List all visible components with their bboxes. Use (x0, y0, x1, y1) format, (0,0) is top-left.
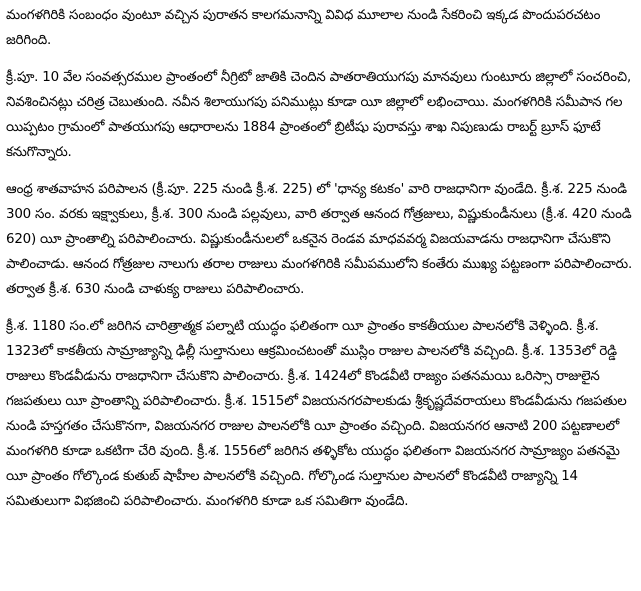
paragraph-prehistory: క్రీ.పూ. 10 వేల సంవత్సరముల ప్రాంతంలో నీగ్రిటో జాతికి చెందిన పాతరాతియుగపు మానవులు గుంటూరు జిల్లాలో సంచరించి, నివశించినట్లు చరిత్ర చెబుతుంది. నవీన శిలాయుగపు పనిముట్లు కూడా యీ జిల్లాలో లభించాయి. మంగళగిరికి సమీపాన గల యిప్పటం గ్రామంలో పాతయుగపు ఆధారాలను 1884 ప్రాంతంలో బ్రిటీషు పురావస్తు శాఖ నిపుణుడు రాబర్ట్ బ్రూస్ ఫూటే కనుగొన్నారు. (6, 70, 631, 160)
paragraph-intro: మంగళగిరికి సంబంధం వుంటూ వచ్చిన పురాతన కాలగమనాన్ని వివిధ మూలాల నుండి సేకరించి ఇక్కడ పొందుపరచటం జరిగింది. (6, 8, 601, 48)
paragraph-ancient-dynasties: ఆంధ్ర శాతవాహన పరిపాలన (క్రీ.పూ. 225 నుండి క్రీ.శ. 225) లో 'ధాన్య కటకం' వారి రాజధానిగా వుండేది. క్రీ.శ. 225 నుండి 300 సం. వరకు ఇక్ష్వాకులు, క్రీ.శ. 300 నుండి పల్లవులు, వారి తర్వాత ఆనంద గోత్రజులు, విష్ణుకుండీనులు (క్రీ.శ. 420 నుండి 620) యీ ప్రాంతాల్ని పరిపాలించారు. విష్ణుకుండీనులలో ఒకనైన రెండవ మాధవవర్మ విజయవాడను రాజధానిగా చేసుకొని పాలించాడు. ఆనంద గోత్రజుల నాలుగు తరాల రాజులు మంగళగిరికి సమీపములోని కంతేరు ముఖ్య పట్టణంగా పరిపాలించారు. తర్వాత క్రీ.శ. 630 నుండి చాళుక్య రాజులు పరిపాలించారు. (6, 182, 633, 297)
paragraph-medieval-history: క్రీ.శ. 1180 సం.లో జరిగిన చారిత్రాత్మక పల్నాటి యుద్ధం ఫలితంగా యీ ప్రాంతం కాకతీయుల పాలనలోకి వెళ్ళింది. క్రీ.శ. 1323లో కాకతీయ సామ్రాజ్యాన్ని ఢిల్లీ సుల్తానులు ఆక్రమించటంతో ముస్లిం రాజుల పాలనలోకి వచ్చింది. క్రీ.శ. 1353లో రెడ్డి రాజులు కొండవీడును రాజధానిగా చేసుకొని పాలించారు. క్రీ.శ. 1424లో కొండవీటి రాజ్యం పతనమయి ఒరిస్సా రాజులైన గజపతులు యీ ప్రాంతాన్ని పరిపాలించారు. క్రీ.శ. 1515లో విజయనగరపాలకుడు శ్రీకృష్ణదేవరాయలు కొండవీడును గజపతుల నుండి హస్తగతం చేసుకొనగా, విజయనగర రాజుల పాలనలోకి యీ ప్రాంతం వచ్చింది. విజయనగర ఆనాటి 200 పట్టణాలలో మంగళగిరి కూడా ఒకటిగా చేరి వుంది. క్రీ.శ. 1556లో జరిగిన తళ్ళికోట యుద్ధం ఫలితంగా విజయనగర సామ్రాజ్యం పతనమై యీ ప్రాంతం గోల్కొండ కుతుబ్ షాహీల పాలనలోకి వచ్చింది. గోల్కొండ సుల్తానుల పాలనలో కొండవీటి రాజ్యాన్ని 14 సమితులుగా విభజించి పరిపాలించారు. మంగళగిరి కూడా ఒక సమితిగా వుండేది. (6, 319, 627, 509)
